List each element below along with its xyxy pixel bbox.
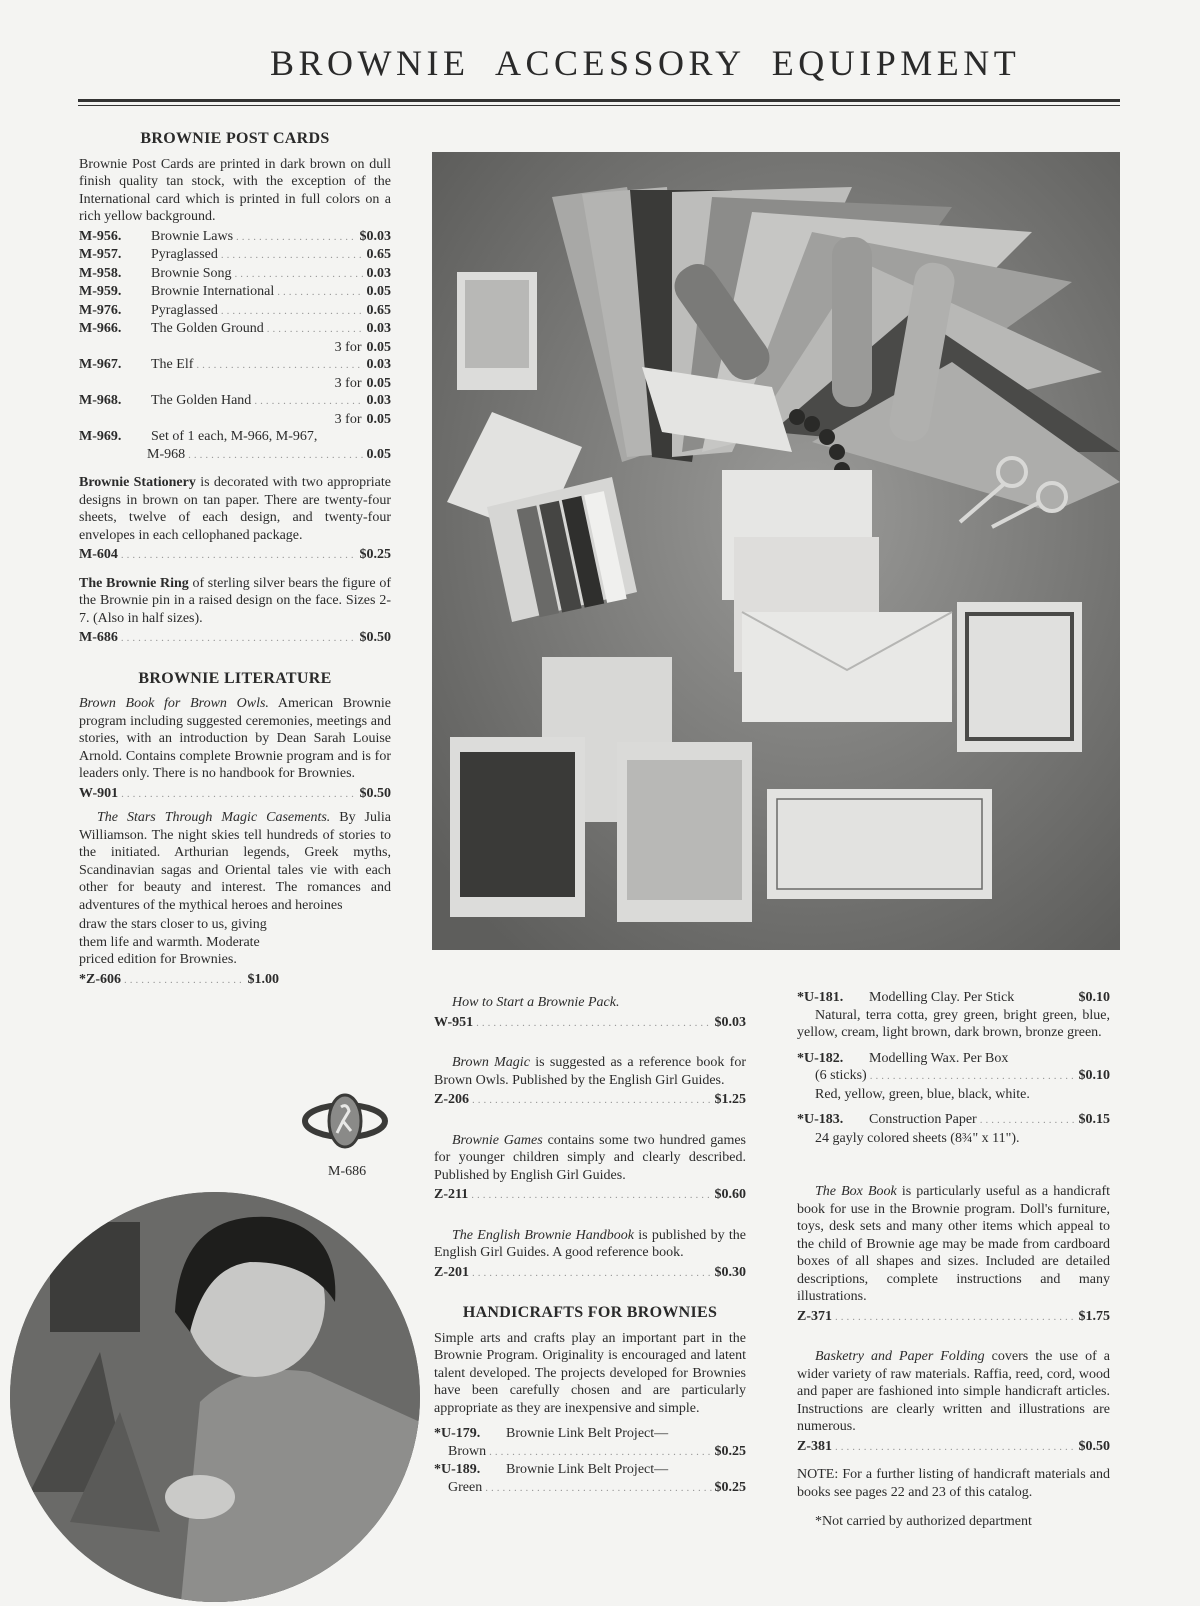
bulk-qty: 3 for <box>334 375 362 391</box>
leader-dots <box>489 1444 711 1462</box>
left-column <box>79 130 391 989</box>
item-price: 0.03 <box>366 321 391 336</box>
item-price: $0.50 <box>359 630 391 645</box>
item-name: The Elf <box>151 357 194 372</box>
item-code: *U-189. <box>434 1462 481 1477</box>
page-title: BROWNIE ACCESSORY EQUIPMENT <box>270 43 1021 83</box>
literature-heading: BROWNIE LITERATURE <box>138 669 332 687</box>
stars-description-narrow: draw the stars closer to us, giving them life and warmth. Moderate priced edition for Brownies. <box>79 917 267 967</box>
stationery-title: Brownie Stationery <box>79 475 196 490</box>
leader-dots <box>870 1068 1076 1086</box>
handicrafts-description: Simple arts and crafts play an important part in the Brownie Program. Originality is encouraged and latent talent developed. The projects developed for Brownies have been carefully chosen and are particularly appropriate as they are inexpensive and simple. <box>434 1330 746 1416</box>
item-code: *U-182. <box>797 1050 844 1066</box>
list-item-continued <box>434 1479 746 1498</box>
item-name: Brownie Laws <box>151 228 234 244</box>
item-price: $0.25 <box>359 547 391 562</box>
item-name: Brownie Link Belt Project— <box>506 1426 669 1441</box>
item-code: M-967. <box>79 357 122 372</box>
ring-description: The Brownie Ring of sterling silver bears the figure of the Brownie pin in a raised design on the face. Sizes 2-7. (Also in half sizes). <box>79 575 391 626</box>
leader-dots <box>121 547 357 565</box>
box-book-price-line <box>797 1308 1110 1327</box>
item-name: The Golden Ground <box>151 321 264 336</box>
list-item <box>79 320 391 339</box>
right-column <box>797 989 1110 1533</box>
leader-dots <box>188 447 363 465</box>
list-item <box>79 283 391 302</box>
leader-dots <box>980 1112 1076 1130</box>
item-code: M-969. <box>79 429 122 444</box>
bulk-qty: 3 for <box>334 339 362 355</box>
item-name: Pyraglassed <box>151 247 218 262</box>
item-name-cont: M-968 <box>147 446 186 462</box>
item-price: $0.60 <box>714 1187 746 1202</box>
item-code: Z-206 <box>434 1092 469 1107</box>
title-rule-thick <box>78 99 1120 102</box>
item-note: Red, yellow, green, blue, black, white. <box>815 1086 1030 1102</box>
leader-dots <box>254 393 363 411</box>
leader-dots <box>476 1015 711 1033</box>
product-photo <box>432 152 1120 950</box>
girl-photo <box>10 1192 420 1602</box>
list-item <box>79 356 391 375</box>
item-code: W-901 <box>79 785 119 801</box>
leader-dots <box>277 284 363 302</box>
bulk-price: 0.05 <box>366 339 391 355</box>
footnote: *Not carried by authorized department <box>815 1514 1032 1529</box>
item-name-cont: Green <box>448 1479 483 1495</box>
handbook-price-line <box>434 1264 746 1283</box>
list-item <box>79 302 391 321</box>
leader-dots <box>472 1265 712 1283</box>
item-code: W-951 <box>434 1014 474 1030</box>
item-code: Z-381 <box>797 1438 832 1454</box>
item-note: Natural, terra cotta, grey green, bright green, blue, yellow, cream, light brown, dark brown, bronze green. <box>797 1007 1110 1040</box>
box-book-description: The Box Book is particularly useful as a handicraft book for use in the Brownie program. Doll's furniture, toys, desk sets and many other items which appeal to the child of Brownie age may be made from cardboard boxes of all shapes and sizes. Included are detailed descriptions, complete instructions and many illustrations. <box>797 1184 1111 1304</box>
list-item <box>797 989 1110 1007</box>
handbook-description: The English Brownie Handbook is published by the English Girl Guides. A good reference book. <box>434 1227 746 1260</box>
ring-caption: M-686 <box>328 1164 367 1179</box>
leader-dots <box>124 972 245 990</box>
item-price: 0.03 <box>366 393 391 408</box>
item-name: Brownie Link Belt Project— <box>506 1462 669 1477</box>
item-name: Modelling Wax. Per Box <box>869 1050 1009 1066</box>
item-code: M-976. <box>79 302 122 318</box>
bulk-price-line <box>79 339 391 357</box>
ring-price-line <box>79 629 391 648</box>
brown-book-title: Brown Book for Brown Owls. <box>79 696 269 711</box>
item-price: $0.25 <box>714 1443 746 1459</box>
leader-dots <box>472 1092 712 1110</box>
item-name: Brownie Song <box>151 265 232 281</box>
item-note: 24 gayly colored sheets (8¾" x 11"). <box>815 1130 1020 1146</box>
list-item-continued <box>434 1443 746 1462</box>
item-price: $0.10 <box>1078 990 1110 1005</box>
list-item <box>79 246 391 265</box>
item-code: M-966. <box>79 321 122 336</box>
stationery-description: Brownie Stationery is decorated with two appropriate designs in brown on tan paper. There are twenty-four sheets, twelve of each design, and twenty-four envelopes in each cellophaned package. <box>79 475 391 543</box>
stationery-card-icon <box>767 789 992 899</box>
brown-book-description: Brown Book for Brown Owls. American Brownie program including suggested ceremonies, meetings and stories, with an introduction by Dean Sarah Louise Arnold. Contains complete Brownie program and is for leaders only. There is no handbook for Brownies. <box>79 696 391 781</box>
item-code: *U-183. <box>797 1112 844 1127</box>
item-name: Construction Paper <box>869 1112 977 1127</box>
leader-dots <box>471 1187 711 1205</box>
item-name: The Golden Hand <box>151 393 252 408</box>
catalog-note: NOTE: For a further listing of handicraft materials and books see pages 22 and 23 of this catalog. <box>797 1467 1110 1500</box>
item-code: M-956. <box>79 228 122 244</box>
list-item <box>79 265 391 284</box>
list-item <box>79 392 391 411</box>
item-name: Set of 1 each, M-966, M-967, <box>151 429 318 444</box>
item-price: $0.03 <box>359 228 391 244</box>
list-item <box>79 428 391 446</box>
item-price: $0.25 <box>714 1479 746 1495</box>
handicrafts-heading: HANDICRAFTS FOR BROWNIES <box>462 1304 718 1321</box>
item-price: 0.65 <box>366 302 391 318</box>
leader-dots <box>196 357 363 375</box>
title-rule-thin <box>78 105 1120 106</box>
item-price: 0.05 <box>366 284 391 299</box>
item-code: M-957. <box>79 247 122 262</box>
item-price: 0.65 <box>366 247 391 262</box>
list-item <box>434 1461 746 1479</box>
item-price: $1.00 <box>247 971 279 987</box>
stars-price-line <box>79 971 279 990</box>
basketry-price-line <box>797 1438 1110 1457</box>
ring-title: The Brownie Ring <box>79 575 189 591</box>
middle-column <box>434 994 746 1497</box>
item-price: $0.15 <box>1078 1112 1110 1127</box>
games-price-line <box>434 1186 746 1205</box>
leader-dots <box>835 1309 1076 1327</box>
item-price: 0.03 <box>366 265 391 281</box>
leader-dots <box>121 786 356 804</box>
handbook-title: The English Brownie Handbook <box>452 1227 634 1243</box>
item-price: $0.30 <box>714 1264 746 1280</box>
games-title: Brownie Games <box>452 1132 543 1148</box>
post-cards-description: Brownie Post Cards are printed in dark brown on dull finish quality tan stock, with the exception of the International card which is printed in full colors on a rich yellow background. <box>79 156 391 224</box>
stars-title: The Stars Through Magic Casements. <box>97 810 331 825</box>
bulk-qty: 3 for <box>334 411 362 427</box>
item-code: *U-179. <box>434 1426 481 1441</box>
leader-dots <box>221 303 364 321</box>
item-name: Brownie International <box>151 284 275 299</box>
item-name-cont: Brown <box>448 1443 487 1459</box>
item-price: 0.03 <box>366 357 391 372</box>
item-code: *Z-606 <box>79 971 121 987</box>
envelope-icon <box>742 612 952 722</box>
item-code: M-958. <box>79 265 122 281</box>
item-code: Z-201 <box>434 1264 469 1280</box>
brownie-law-card-icon <box>957 602 1082 752</box>
list-item <box>79 228 391 247</box>
leader-dots <box>236 229 356 247</box>
brown-magic-title: Brown Magic <box>452 1055 530 1070</box>
item-price: $0.10 <box>1078 1068 1110 1083</box>
leader-dots <box>267 321 364 339</box>
stationery-price-line <box>79 546 391 565</box>
leader-dots <box>221 247 364 265</box>
stars-description: The Stars Through Magic Casements. By Julia Williamson. The night skies tell hundreds of stories to the initiated. Arthurian legends, Greek myths, Scandinavian sagas and Oriental tales vie with each other for beauty and interest. The romances and adventures of the mythical heroes and heroines <box>79 810 392 913</box>
item-code: M-604 <box>79 547 118 562</box>
brown-magic-description: Brown Magic is suggested as a reference book for Brown Owls. Published by the English Girl Guides. <box>434 1055 746 1088</box>
bulk-price: 0.05 <box>366 411 391 427</box>
leader-dots <box>835 1439 1076 1457</box>
post-cards-heading: BROWNIE POST CARDS <box>140 130 330 147</box>
item-name: Pyraglassed <box>151 302 218 318</box>
item-code: Z-371 <box>797 1308 832 1324</box>
list-item <box>434 1425 746 1443</box>
box-book-title: The Box Book <box>815 1184 897 1199</box>
post-cards-list <box>79 228 391 465</box>
bulk-price-line <box>79 411 391 429</box>
brown-magic-price-line <box>434 1091 746 1110</box>
bulk-price: 0.05 <box>366 375 391 391</box>
item-price: $0.50 <box>359 785 391 801</box>
brownie-ring-icon <box>300 1085 390 1157</box>
item-code: M-686 <box>79 630 118 645</box>
product-photo-illustration <box>432 152 1120 950</box>
item-price: $1.25 <box>714 1092 746 1107</box>
list-item-continued <box>797 1067 1110 1086</box>
item-name-cont: (6 sticks) <box>815 1068 867 1083</box>
games-description: Brownie Games contains some two hundred games for younger children simply and clearly described. Published by English Girl Guides. <box>434 1132 746 1183</box>
list-item <box>797 1111 1110 1130</box>
start-pack-price-line <box>434 1014 746 1033</box>
item-price: $1.75 <box>1078 1308 1110 1324</box>
leader-dots <box>485 1480 711 1498</box>
list-item <box>797 1050 1110 1068</box>
item-code: Z-211 <box>434 1187 469 1202</box>
leader-dots <box>235 266 364 284</box>
leader-dots <box>121 630 357 648</box>
brown-book-price-line <box>79 785 391 804</box>
item-code: M-959. <box>79 284 122 299</box>
item-price: $0.03 <box>714 1014 746 1030</box>
basketry-title: Basketry and Paper Folding <box>815 1349 985 1364</box>
girl-photo-illustration <box>10 1192 420 1602</box>
item-code: M-968. <box>79 393 122 408</box>
item-name: Modelling Clay. Per Stick <box>869 990 1015 1005</box>
item-price: $0.50 <box>1078 1438 1110 1454</box>
bulk-price-line <box>79 375 391 393</box>
item-code: *U-181. <box>797 990 844 1005</box>
list-item-continued <box>79 446 391 465</box>
item-price: 0.05 <box>366 446 391 462</box>
basketry-description: Basketry and Paper Folding covers the use of a wider variety of raw materials. Raffia, reed, cord, wood and paper are fashioned into simple handicraft articles. Instructions are clearly written and illustrations are numerous. <box>797 1349 1110 1434</box>
start-pack-title: How to Start a Brownie Pack. <box>452 995 620 1010</box>
